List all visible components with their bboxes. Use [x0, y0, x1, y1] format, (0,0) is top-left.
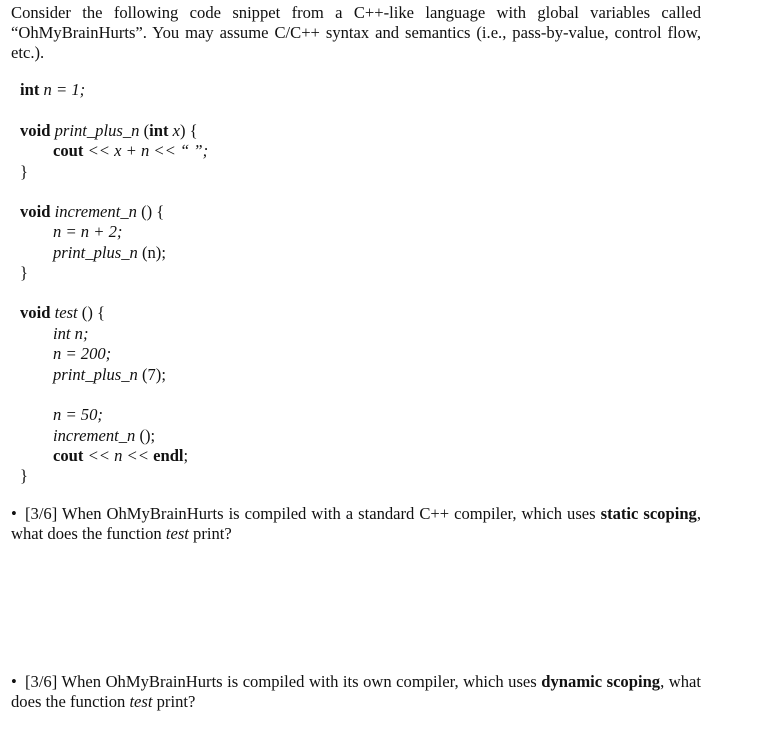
param-name: x	[168, 121, 180, 140]
keyword-cout: cout	[53, 446, 84, 465]
code-func-test	[20, 303, 105, 323]
code-func-print-plus-n	[20, 121, 198, 141]
question-dynamic-scoping	[11, 672, 701, 712]
code-global-decl	[20, 80, 85, 100]
code-text: << n <<	[83, 446, 154, 465]
code-text: (	[139, 121, 150, 140]
code-close-brace: }	[20, 162, 28, 181]
function-name: print_plus_n	[53, 365, 138, 384]
question-text: [3/6] When OhMyBrainHurts is compiled with its own compiler, which uses	[25, 672, 542, 691]
code-text: ;	[183, 446, 189, 465]
code-test-body-3	[53, 365, 166, 385]
keyword-void: void	[20, 303, 51, 322]
code-close-brace: }	[20, 263, 28, 282]
function-name: increment_n	[54, 202, 137, 221]
code-print-body	[53, 141, 208, 161]
question-emphasis: dynamic scoping	[541, 672, 661, 691]
code-close-brace: }	[20, 466, 28, 485]
question-text: print?	[152, 692, 196, 711]
code-test-body-2: n = 200;	[53, 344, 112, 363]
question-static-scoping	[11, 504, 701, 544]
keyword-endl: endl	[153, 446, 184, 465]
keyword-int: int	[20, 80, 40, 99]
bullet-icon: •	[11, 504, 17, 523]
code-text: n = 1;	[39, 80, 86, 99]
question-text: [3/6] When OhMyBrainHurts is compiled with a standard C++ compiler, which uses	[25, 504, 601, 523]
code-text: () {	[77, 303, 105, 322]
code-text: () {	[136, 202, 165, 221]
question-func-name: test	[165, 524, 189, 543]
question-emphasis: static scoping	[600, 504, 697, 523]
bullet-icon: •	[11, 672, 17, 691]
code-increment-body-1: n = n + 2;	[53, 222, 123, 241]
code-test-body-1: int n;	[53, 324, 89, 343]
function-name: increment_n	[53, 426, 136, 445]
code-text: ();	[135, 426, 156, 445]
code-increment-body-2	[53, 243, 166, 263]
code-text: (7);	[137, 365, 166, 384]
intro-paragraph: Consider the following code snippet from a C++-like language with global variables called “OhMyBrainHurts”. You may assume C/C++ syntax and semantics (i.e., pass-by-value, control flow, etc.).	[11, 3, 701, 62]
code-text: (n);	[137, 243, 166, 262]
keyword-int: int	[149, 121, 169, 140]
question-text: print?	[188, 524, 232, 543]
question-text: , what does the function	[11, 672, 701, 711]
function-name: print_plus_n	[53, 243, 138, 262]
code-text: ) {	[180, 121, 198, 140]
code-text: << x + n << “ ”;	[83, 141, 209, 160]
code-func-increment-n	[20, 202, 164, 222]
function-name: test	[54, 303, 78, 322]
keyword-cout: cout	[53, 141, 84, 160]
code-test-body-6	[53, 446, 188, 466]
keyword-void: void	[20, 121, 51, 140]
question-text: , what does the function	[11, 504, 702, 543]
code-test-body-4: n = 50;	[53, 405, 103, 424]
keyword-void: void	[20, 202, 51, 221]
code-test-body-5	[53, 426, 155, 446]
function-name: print_plus_n	[54, 121, 140, 140]
question-func-name: test	[129, 692, 153, 711]
